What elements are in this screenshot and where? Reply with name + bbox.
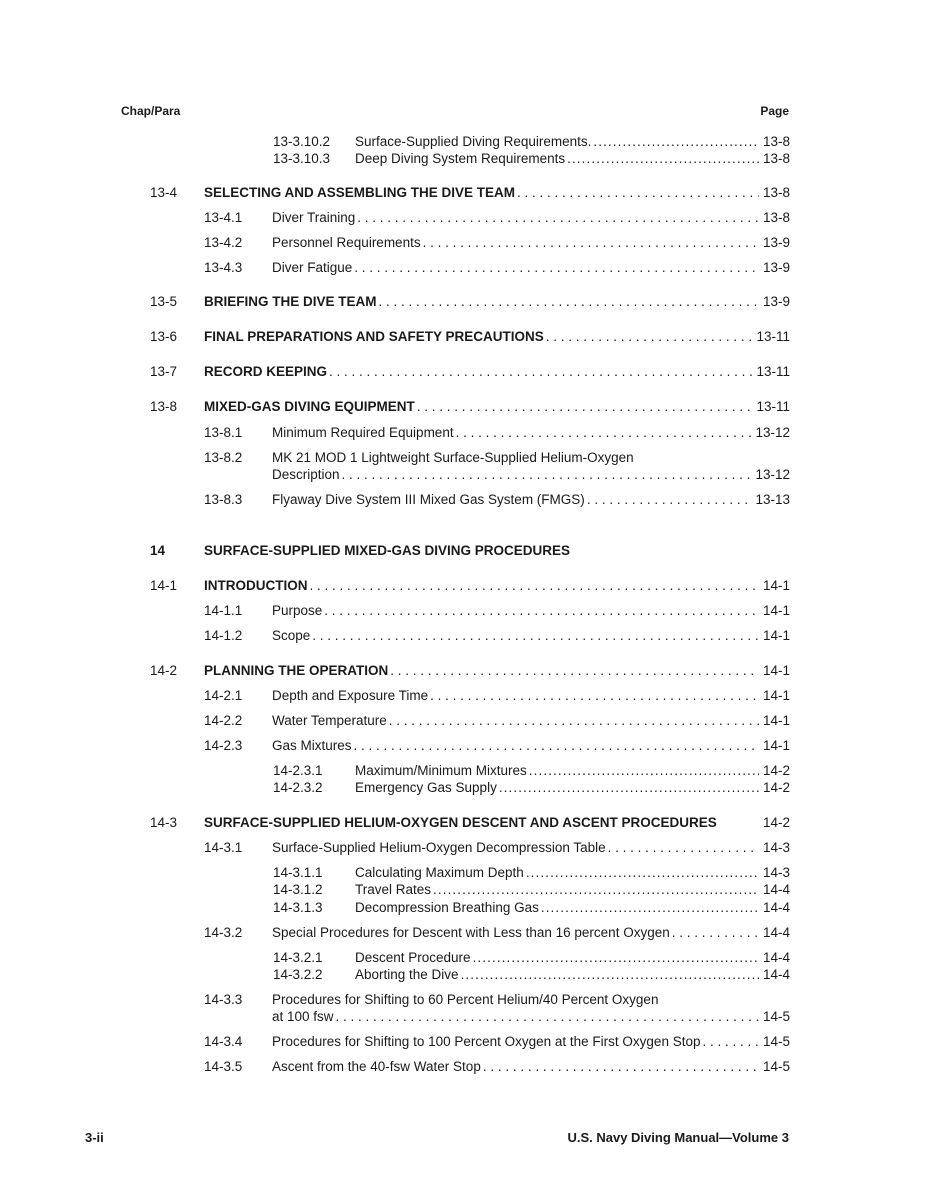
entry-page: 14-1 — [762, 578, 790, 593]
entry-page: 14-4 — [762, 900, 790, 915]
entry-title: MK 21 MOD 1 Lightweight Surface-Supplied Helium-Oxygen — [272, 450, 634, 465]
entry-number: 14-2 — [150, 663, 178, 678]
entry-title: Ascent from the 40-fsw Water Stop — [272, 1059, 481, 1074]
toc-entry[interactable] — [150, 363, 790, 380]
entry-page: 13-12 — [755, 467, 790, 482]
entry-title: Purpose — [272, 603, 323, 618]
toc-entry[interactable] — [204, 1058, 790, 1075]
entry-page: 14-1 — [762, 603, 790, 618]
entry-title: MIXED-GAS DIVING EQUIPMENT — [204, 399, 415, 414]
toc-entry[interactable] — [273, 864, 790, 881]
entry-page: 13-13 — [755, 492, 790, 507]
toc-entry[interactable] — [273, 779, 790, 796]
entry-page: 13-11 — [756, 399, 790, 414]
entry-title: Descent Procedure — [355, 950, 471, 965]
toc-entry[interactable] — [204, 737, 790, 754]
entry-title: Special Procedures for Descent with Less than 16 percent Oxygen — [272, 925, 670, 940]
page-header: Page — [760, 104, 789, 118]
toc-entry[interactable] — [273, 133, 790, 150]
entry-title: Procedures for Shifting to 100 Percent Oxygen at the First Oxygen Stop — [272, 1034, 701, 1049]
entry-page: 13-11 — [756, 329, 790, 344]
page-number: 3-ii — [85, 1130, 104, 1145]
entry-title: Personnel Requirements — [272, 235, 421, 250]
entry-number: 13-4 — [150, 185, 178, 200]
entry-page: 13-8 — [762, 134, 790, 149]
entry-number: 14-1.1 — [204, 603, 243, 618]
entry-title: Diver Training — [272, 210, 356, 225]
toc-entry[interactable] — [204, 424, 790, 441]
toc-entry[interactable] — [150, 398, 790, 415]
entry-title: Decompression Breathing Gas — [355, 900, 539, 915]
entry-title-cont: at 100 fsw — [272, 1009, 334, 1024]
entry-page: 13-12 — [755, 425, 790, 440]
toc-entry[interactable] — [150, 662, 790, 679]
entry-title: Calculating Maximum Depth — [355, 865, 524, 880]
toc-entry[interactable] — [273, 949, 790, 966]
entry-title: Surface-Supplied Diving Requirements. — [355, 134, 592, 149]
entry-number: 14-2.2 — [204, 713, 243, 728]
entry-number: 14-3.1.2 — [273, 882, 323, 897]
entry-page: 14-1 — [762, 738, 790, 753]
entry-title: Depth and Exposure Time — [272, 688, 429, 703]
entry-number: 13-4.1 — [204, 210, 243, 225]
entry-title: INTRODUCTION — [204, 578, 308, 593]
entry-page: 14-1 — [762, 713, 790, 728]
toc-entry[interactable] — [150, 577, 790, 594]
entry-page: 14-4 — [762, 950, 790, 965]
entry-title: Surface-Supplied Helium-Oxygen Decompression Table — [272, 840, 606, 855]
toc-entry[interactable] — [204, 259, 790, 276]
entry-number: 13-4.3 — [204, 260, 243, 275]
entry-page: 14-5 — [762, 1009, 790, 1024]
entry-number: 13-4.2 — [204, 235, 243, 250]
toc-entry[interactable] — [204, 602, 790, 619]
entry-number: 14-3.4 — [204, 1034, 243, 1049]
entry-title: Minimum Required Equipment — [272, 425, 454, 440]
toc-entry[interactable] — [273, 899, 790, 916]
entry-page: 13-8 — [762, 185, 790, 200]
entry-number: 13-3.10.2 — [273, 134, 331, 149]
toc-entry[interactable] — [273, 881, 790, 898]
entry-number: 14-2.1 — [204, 688, 243, 703]
entry-number: 14-2.3.2 — [273, 780, 323, 795]
entry-title: Diver Fatigue — [272, 260, 353, 275]
toc-entry[interactable] — [273, 150, 790, 167]
entry-title: Deep Diving System Requirements — [355, 151, 566, 166]
entry-number: 14-3.2.2 — [273, 967, 323, 982]
entry-page: 14-4 — [762, 882, 790, 897]
entry-title: Travel Rates — [355, 882, 432, 897]
toc-entry[interactable] — [204, 627, 790, 644]
entry-page: 14-5 — [762, 1059, 790, 1074]
entry-title: Scope — [272, 628, 311, 643]
entry-title: Flyaway Dive System III Mixed Gas System (FMGS) — [272, 492, 585, 507]
entry-title-cont: Description — [272, 467, 340, 482]
toc-entry[interactable] — [204, 991, 790, 1025]
entry-title: SELECTING AND ASSEMBLING THE DIVE TEAM — [204, 185, 516, 200]
entry-title: Maximum/Minimum Mixtures — [355, 763, 527, 778]
entry-number: 14-1.2 — [204, 628, 243, 643]
toc-entry[interactable] — [204, 839, 790, 856]
entry-page: 13-8 — [762, 210, 790, 225]
entry-number: 13-5 — [150, 294, 178, 309]
entry-title: Aborting the Dive — [355, 967, 459, 982]
entry-number: 14-3.2.1 — [273, 950, 323, 965]
entry-page: 14-5 — [762, 1034, 790, 1049]
entry-page: 13-8 — [762, 151, 790, 166]
entry-number: 14-3 — [150, 815, 178, 830]
chap-para-header: Chap/Para — [121, 104, 181, 118]
entry-page: 14-4 — [762, 967, 790, 982]
entry-page: 14-1 — [762, 663, 790, 678]
entry-number: 14-3.1.3 — [273, 900, 323, 915]
entry-page: 13-9 — [762, 294, 790, 309]
entry-page: 13-11 — [756, 364, 790, 379]
manual-title: U.S. Navy Diving Manual—Volume 3 — [567, 1130, 789, 1145]
entry-page: 14-4 — [762, 925, 790, 940]
toc-entry[interactable] — [273, 762, 790, 779]
entry-number: 14-3.3 — [204, 992, 243, 1007]
entry-number: 14-3.2 — [204, 925, 243, 940]
entry-page: 14-2 — [762, 780, 790, 795]
entry-page: 14-2 — [762, 815, 790, 830]
entry-title: Water Temperature — [272, 713, 387, 728]
entry-title: Procedures for Shifting to 60 Percent Helium/40 Percent Oxygen — [272, 992, 659, 1007]
entry-page: 13-9 — [762, 235, 790, 250]
entry-number: 13-8.2 — [204, 450, 243, 465]
entry-page: 14-3 — [762, 865, 790, 880]
entry-title: FINAL PREPARATIONS AND SAFETY PRECAUTIONS — [204, 329, 544, 344]
toc-entry[interactable] — [150, 293, 790, 310]
entry-number: 13-3.10.3 — [273, 151, 331, 166]
toc-entry[interactable] — [204, 1033, 790, 1050]
entry-title: PLANNING THE OPERATION — [204, 663, 389, 678]
toc-entry[interactable] — [150, 814, 790, 831]
entry-page: 14-1 — [762, 628, 790, 643]
toc-entry[interactable] — [150, 184, 790, 201]
entry-number: 14-3.1 — [204, 840, 243, 855]
entry-number: 14-3.1.1 — [273, 865, 323, 880]
entry-page: 14-1 — [762, 688, 790, 703]
entry-number: 13-8 — [150, 399, 178, 414]
entry-page: 14-2 — [762, 763, 790, 778]
toc-entry[interactable] — [204, 687, 790, 704]
entry-title: Gas Mixtures — [272, 738, 352, 753]
entry-title: SURFACE-SUPPLIED HELIUM-OXYGEN DESCENT AND ASCENT PROCEDURES — [204, 815, 717, 830]
toc-entry[interactable] — [204, 712, 790, 729]
entry-number: 13-8.1 — [204, 425, 243, 440]
entry-page: 13-9 — [762, 260, 790, 275]
entry-number: 13-6 — [150, 329, 178, 344]
entry-title: BRIEFING THE DIVE TEAM — [204, 294, 377, 309]
chapter-heading[interactable] — [150, 542, 790, 559]
entry-title: Emergency Gas Supply — [355, 780, 497, 795]
toc-entry[interactable] — [150, 328, 790, 345]
toc-entry[interactable] — [204, 924, 790, 941]
entry-number: 14-3.5 — [204, 1059, 243, 1074]
entry-page: 14-3 — [762, 840, 790, 855]
entry-number: 14-1 — [150, 578, 178, 593]
entry-number: 14-2.3 — [204, 738, 243, 753]
entry-number: 13-7 — [150, 364, 178, 379]
entry-number: 13-8.3 — [204, 492, 243, 507]
toc-entry[interactable] — [204, 449, 790, 483]
toc-entry[interactable] — [204, 209, 790, 226]
toc-entry[interactable] — [204, 491, 790, 508]
chapter-title: SURFACE-SUPPLIED MIXED-GAS DIVING PROCEDURES — [204, 543, 571, 558]
entry-number: 14-2.3.1 — [273, 763, 323, 778]
chapter-number: 14 — [150, 543, 166, 558]
toc-entry[interactable] — [273, 966, 790, 983]
toc-entry[interactable] — [204, 234, 790, 251]
entry-title: RECORD KEEPING — [204, 364, 328, 379]
